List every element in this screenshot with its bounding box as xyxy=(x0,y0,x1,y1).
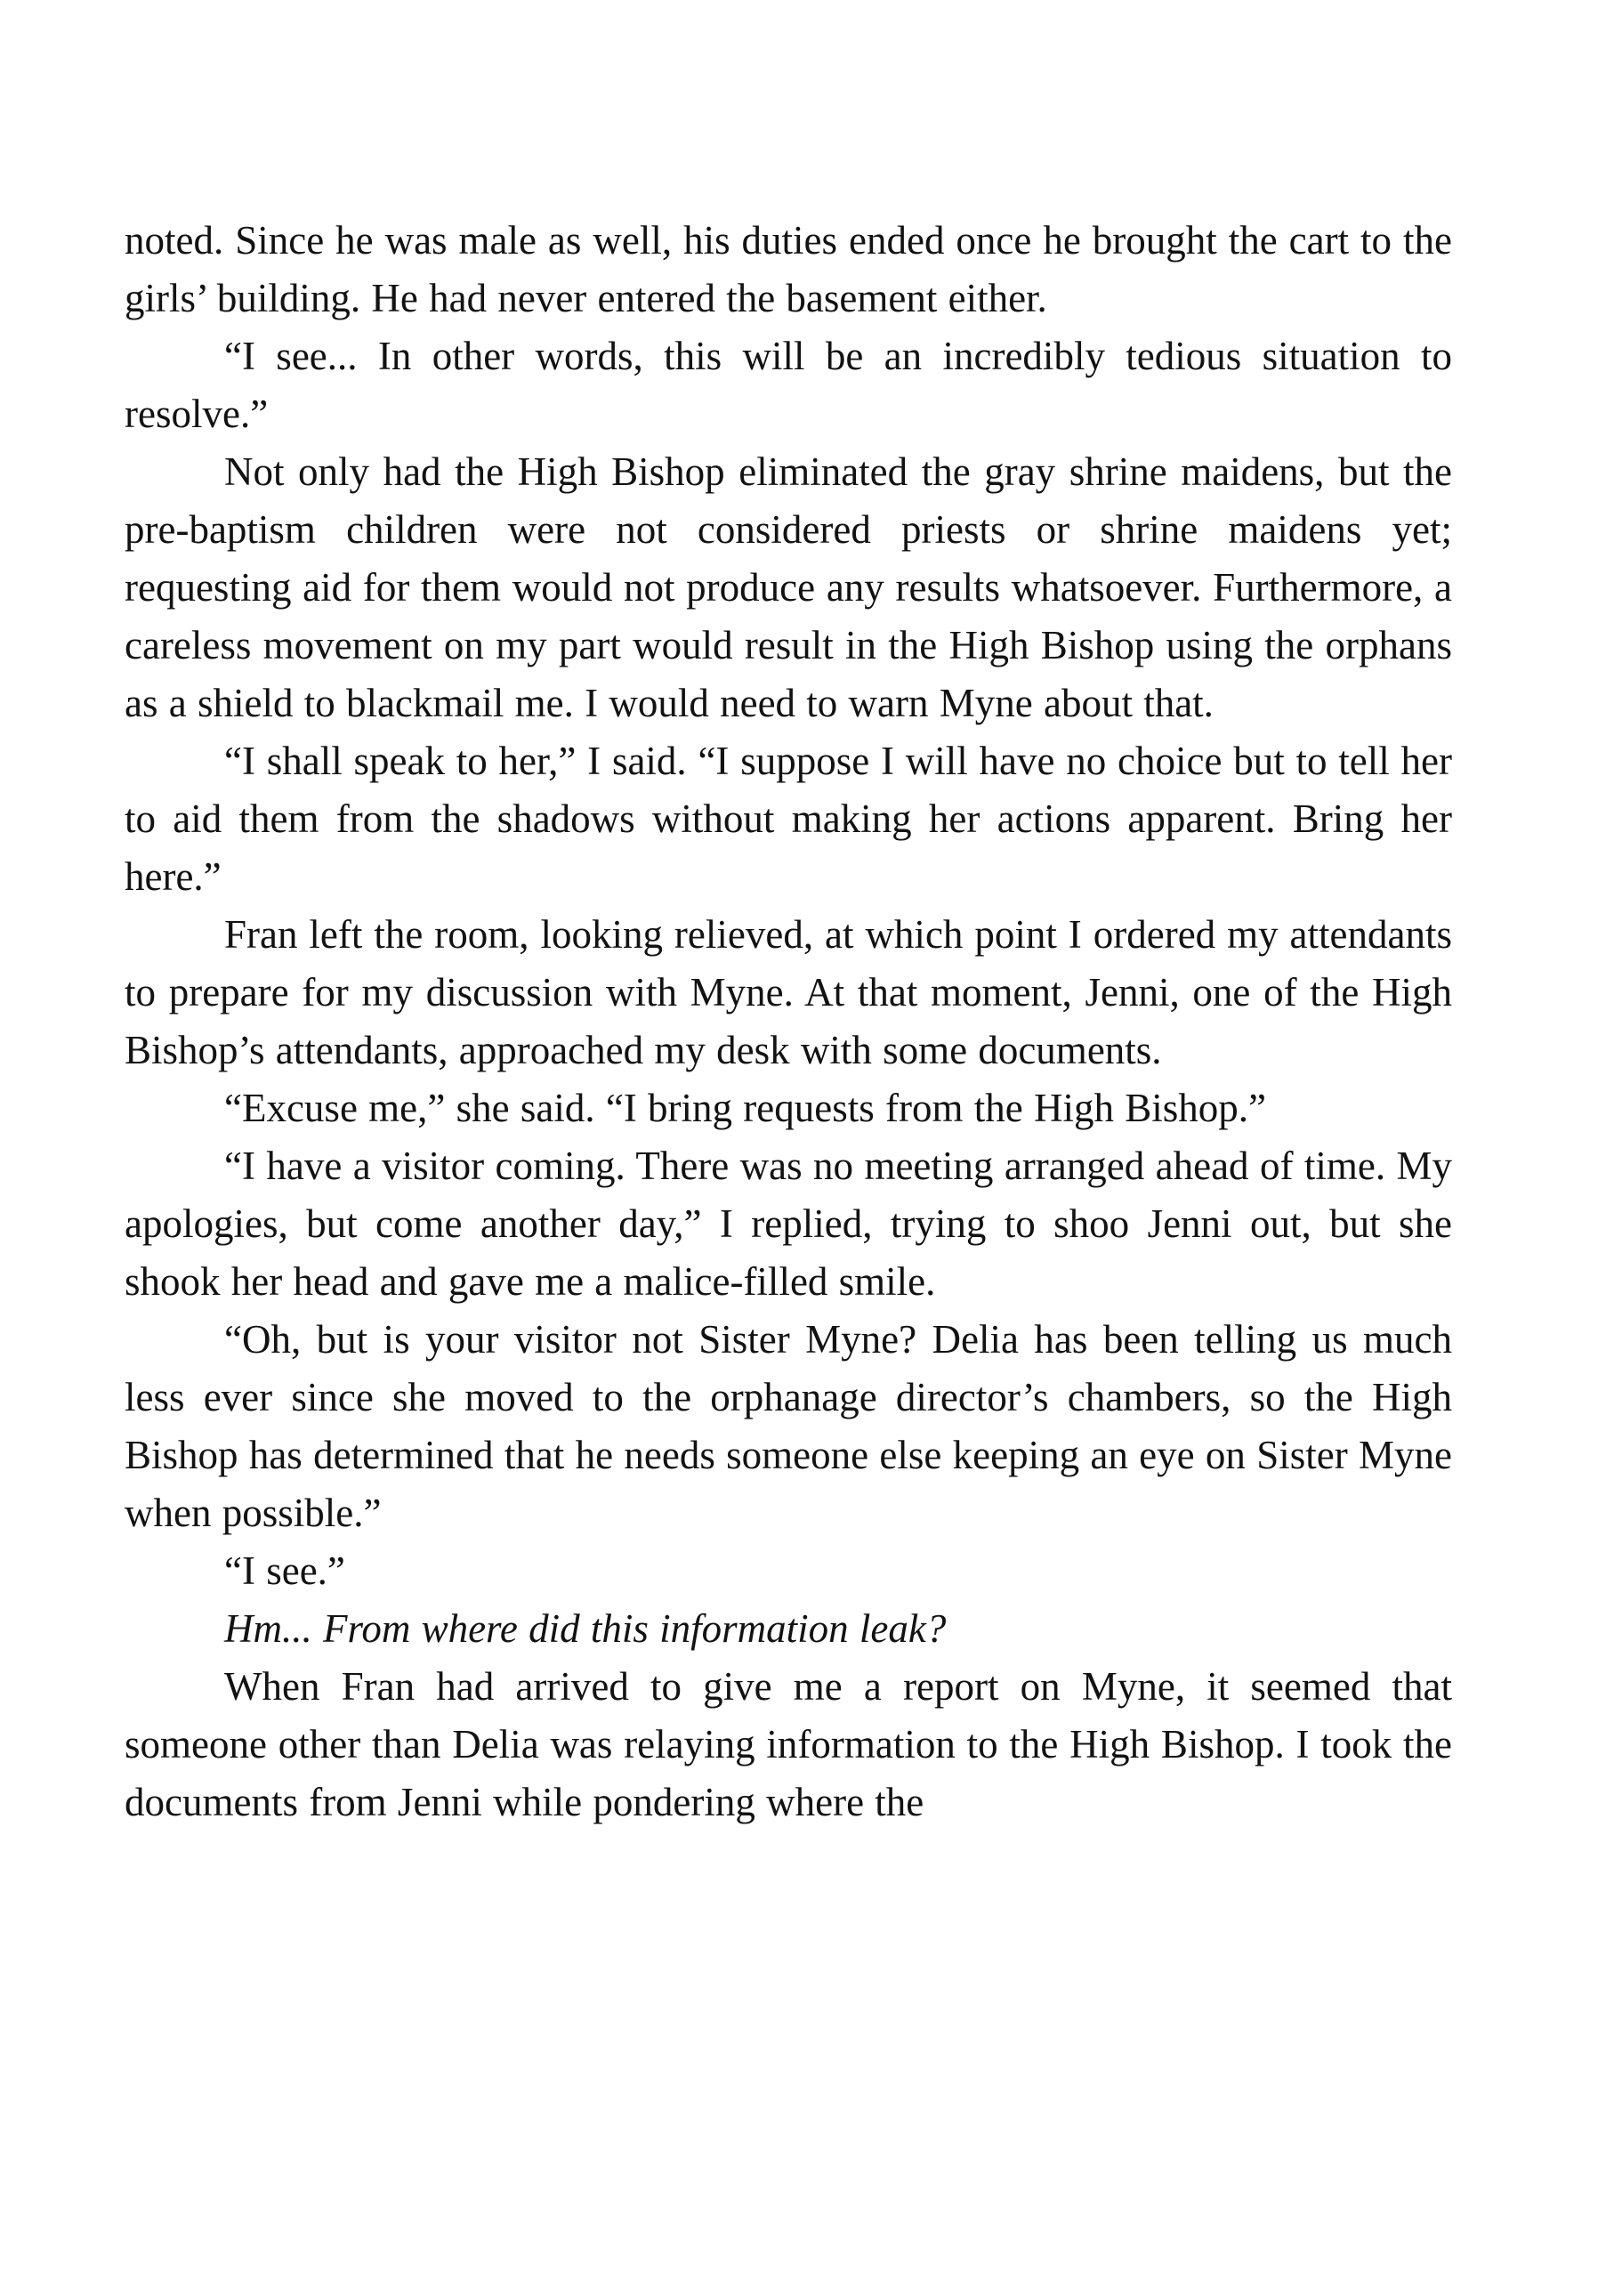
paragraph: noted. Since he was male as well, his duties ended once he brought the cart to the girls’ building. He had never entered the basement either. xyxy=(125,218,1452,320)
paragraph: “Oh, but is your visitor not Sister Myne? Delia has been telling us much less ever since she moved to the orphanage director’s chambers, so the High Bishop has determined that he needs someone else keeping an eye on Sister Myne when possible.” xyxy=(125,1317,1452,1535)
page-text-block xyxy=(125,212,1452,1831)
paragraph: “I have a visitor coming. There was no meeting arranged ahead of time. My apologies, but come another day,” I replied, trying to shoo Jenni out, but she shook her head and gave me a malice-filled smile. xyxy=(125,1144,1452,1304)
paragraph: “I see... In other words, this will be an incredibly tedious situation to resolve.” xyxy=(125,334,1452,436)
paragraph: “I see.” xyxy=(224,1548,345,1593)
paragraph: “Excuse me,” she said. “I bring requests from the High Bishop.” xyxy=(224,1086,1266,1130)
paragraph: Fran left the room, looking relieved, at which point I ordered my attendants to prepare for my discussion with Myne. At that moment, Jenni, one of the High Bishop’s attendants, approached my desk with some documents. xyxy=(125,912,1452,1072)
paragraph: When Fran had arrived to give me a report on Myne, it seemed that someone other than Delia was relaying information to the High Bishop. I took the documents from Jenni while pondering where the xyxy=(125,1664,1452,1824)
paragraph: “I shall speak to her,” I said. “I suppose I will have no choice but to tell her to aid them from the shadows without making her actions apparent. Bring her here.” xyxy=(125,739,1452,899)
paragraph: Hm... From where did this information leak? xyxy=(224,1606,947,1651)
paragraph: Not only had the High Bishop eliminated the gray shrine maidens, but the pre-baptism children were not considered priests or shrine maidens yet; requesting aid for them would not produce any results whatsoever. Furthermore, a careless movement on my part would result in the High Bishop using the orphans as a shield to blackmail me. I would need to warn Myne about that. xyxy=(125,449,1452,725)
